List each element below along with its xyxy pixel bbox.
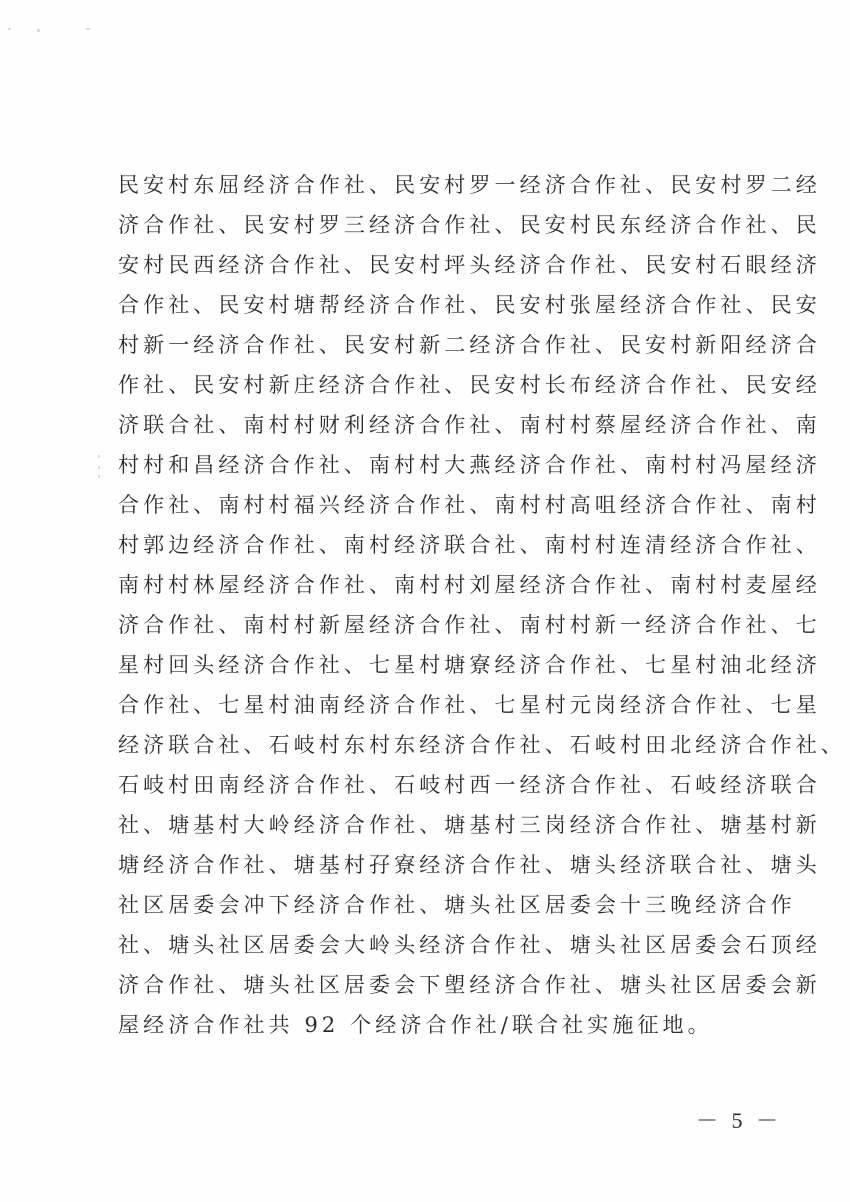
text-line: 社、塘基村大岭经济合作社、塘基村三岗经济合作社、塘基村新 [118,813,821,837]
text-line: 济合作社、民安村罗三经济合作社、民安村民东经济合作社、民 [118,213,821,237]
text-line: 作社、民安村新庄经济合作社、民安村长布经济合作社、民安经 [118,373,821,397]
body-paragraph [118,165,846,1045]
text-line: 村新一经济合作社、民安村新二经济合作社、民安村新阳经济合 [118,333,821,357]
text-line: 合作社、南村村福兴经济合作社、南村村高咀经济合作社、南村 [118,493,821,517]
text-line: 合作社、七星村油南经济合作社、七星村元岗经济合作社、七星 [118,693,821,717]
text-line: 南村村林屋经济合作社、南村村刘屋经济合作社、南村村麦屋经 [118,573,821,597]
scan-artifact [8,28,11,30]
scan-artifact [86,28,90,30]
scan-artifact [98,455,100,458]
text-line: 济合作社、塘头社区居委会下塱经济合作社、塘头社区居委会新 [118,973,821,997]
text-line: 社、塘头社区居委会大岭头经济合作社、塘头社区居委会石顶经 [118,933,821,957]
page-number: － 5 － [696,1108,783,1133]
text-line: 济联合社、南村村财利经济合作社、南村村蔡屋经济合作社、南 [118,413,821,437]
text-line: 村郭边经济合作社、南村经济联合社、南村村连清经济合作社、 [118,533,821,557]
text-line: 民安村东屈经济合作社、民安村罗一经济合作社、民安村罗二经 [118,173,821,197]
text-line: 村村和昌经济合作社、南村村大燕经济合作社、南村村冯屋经济 [118,453,821,477]
scan-artifact [37,29,40,32]
scan-artifact [98,466,100,469]
text-line: 安村民西经济合作社、民安村坪头经济合作社、民安村石眼经济 [118,253,821,277]
text-line: 星村回头经济合作社、七星村塘寮经济合作社、七星村油北经济 [118,653,821,677]
scan-artifact [98,475,100,478]
text-line: 石岐村田南经济合作社、石岐村西一经济合作社、石岐经济联合 [118,773,821,797]
text-line: 合作社、民安村塘帮经济合作社、民安村张屋经济合作社、民安 [118,293,821,317]
text-line: 社区居委会冲下经济合作社、塘头社区居委会十三晚经济合作 [118,893,796,917]
text-line: 济合作社、南村村新屋经济合作社、南村村新一经济合作社、七 [118,613,821,637]
text-line: 经济联合社、石岐村东村东经济合作社、石岐村田北经济合作社、 [118,733,846,757]
text-line: 屋经济合作社共 92 个经济合作社/联合社实施征地。 [118,1013,713,1037]
text-line: 塘经济合作社、塘基村孖寮经济合作社、塘头经济联合社、塘头 [118,853,821,877]
